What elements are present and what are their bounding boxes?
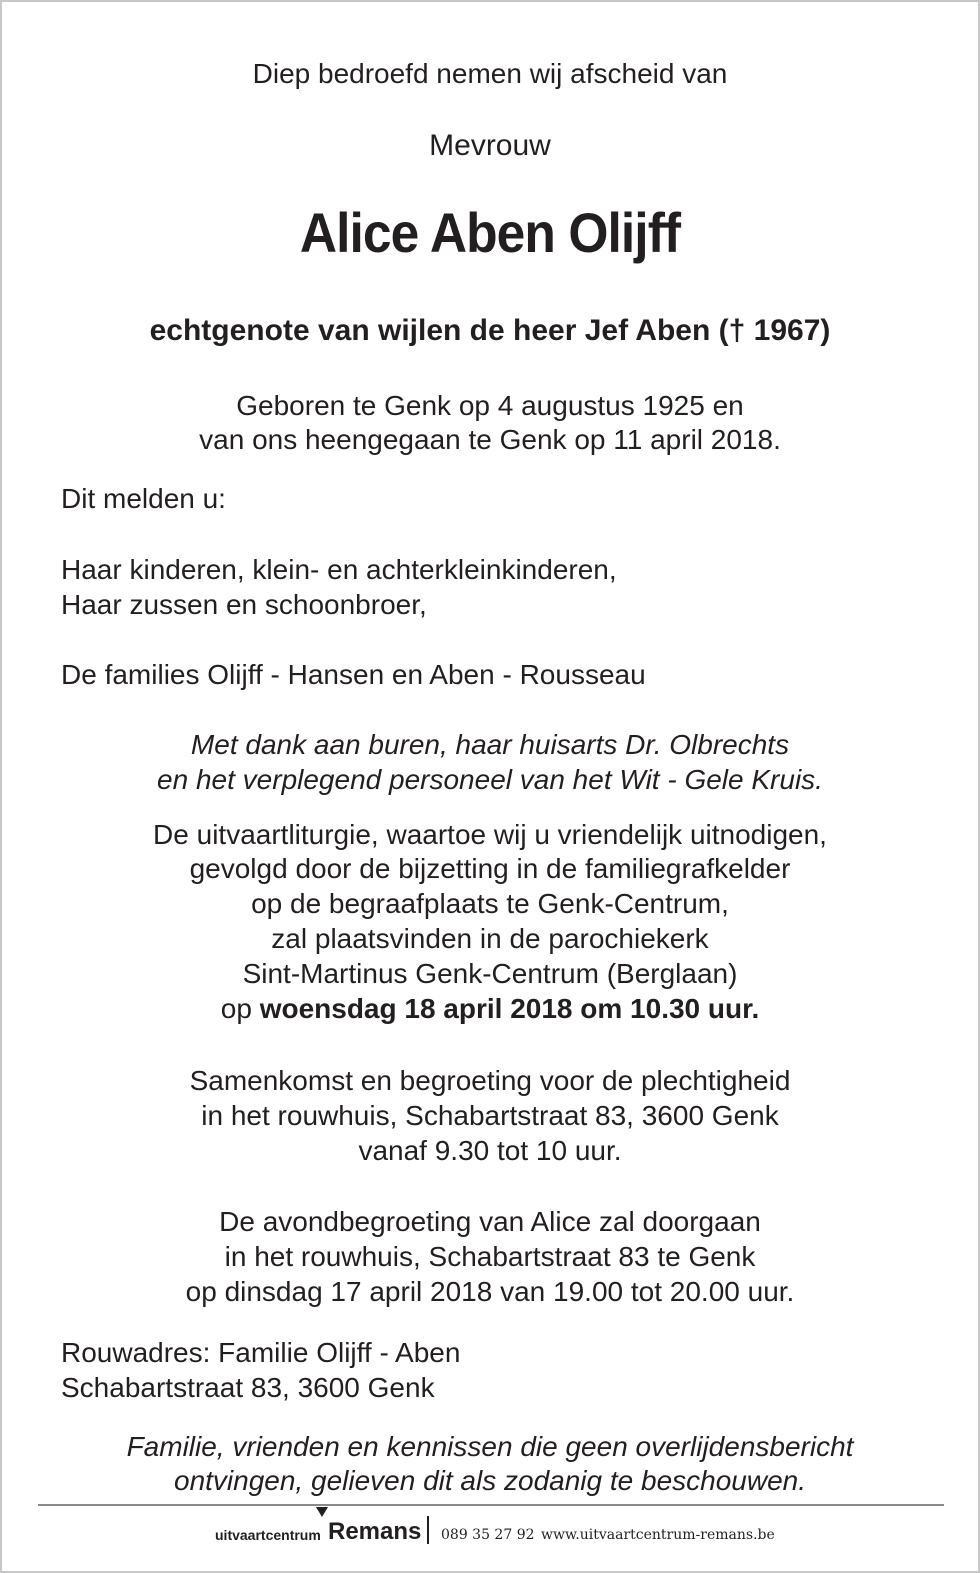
announce-text: Dit melden u:	[61, 483, 226, 514]
funeral-line-3: op de begraafplaats te Genk-Centrum,	[251, 888, 729, 919]
gathering-line-2: in het rouwhuis, Schabartstraat 83, 3600 Genk	[201, 1100, 779, 1131]
evening-line-2: in het rouwhuis, Schabartstraat 83 te Genk	[224, 1241, 756, 1272]
spouse-line: echtgenote van wijlen de heer Jef Aben († 1967)	[149, 314, 831, 347]
birth-line-2: van ons heengegaan te Genk op 11 april 2018.	[199, 424, 781, 455]
closing-line-2: ontvingen, gelieven dit als zodanig te beschouwen.	[174, 1465, 806, 1496]
intro-text: Diep bedroefd nemen wij afscheid van	[252, 58, 728, 89]
funeral-date-prefix: op	[220, 993, 260, 1024]
footer-separator	[427, 1516, 429, 1544]
gathering-line-3: vanaf 9.30 tot 10 uur.	[358, 1135, 622, 1166]
funeral-date: woensdag 18 april 2018 om 10.30 uur.	[259, 993, 760, 1024]
address-line-1: Rouwadres: Familie Olijff - Aben	[61, 1337, 461, 1368]
family-line-1: Haar kinderen, klein- en achterkleinkinderen,	[61, 554, 617, 585]
footer-phone: 089 35 27 92	[441, 1527, 535, 1543]
funeral-date-line	[2, 991, 978, 1027]
funeral-line-5: Sint-Martinus Genk-Centrum (Berglaan)	[242, 958, 738, 989]
logo-triangle-icon	[316, 1507, 328, 1517]
logo-big-text: Remans	[328, 1518, 422, 1545]
evening-line-1: De avondbegroeting van Alice zal doorgaan	[219, 1206, 761, 1237]
family-line-2: Haar zussen en schoonbroer,	[61, 589, 427, 620]
funeral-line-1: De uitvaartliturgie, waartoe wij u vriendelijk uitnodigen,	[153, 819, 827, 850]
address-line-2: Schabartstraat 83, 3600 Genk	[61, 1372, 435, 1403]
footer-divider	[38, 1504, 944, 1506]
thanks-line-2: en het verplegend personeel van het Wit - Gele Kruis.	[157, 764, 823, 795]
title-text: Mevrouw	[429, 129, 551, 162]
logo-small-text: uitvaartcentrum	[215, 1527, 321, 1543]
deceased-name: Alice Aben Olijff	[299, 201, 681, 264]
footer-website[interactable]: www.uitvaartcentrum-remans.be	[541, 1527, 775, 1543]
families-line: De families Olijff - Hansen en Aben - Rousseau	[61, 659, 646, 690]
gathering-line-1: Samenkomst en begroeting voor de plechtigheid	[189, 1065, 791, 1096]
evening-line-3: op dinsdag 17 april 2018 van 19.00 tot 20.00 uur.	[185, 1276, 795, 1307]
closing-line-1: Familie, vrienden en kennissen die geen overlijdensbericht	[126, 1431, 854, 1462]
funeral-line-2: gevolgd door de bijzetting in de familiegrafkelder	[189, 853, 791, 884]
birth-line-1: Geboren te Genk op 4 augustus 1925 en	[236, 390, 744, 421]
funeral-line-4: zal plaatsvinden in de parochiekerk	[271, 923, 709, 954]
thanks-line-1: Met dank aan buren, haar huisarts Dr. Olbrechts	[190, 729, 790, 760]
